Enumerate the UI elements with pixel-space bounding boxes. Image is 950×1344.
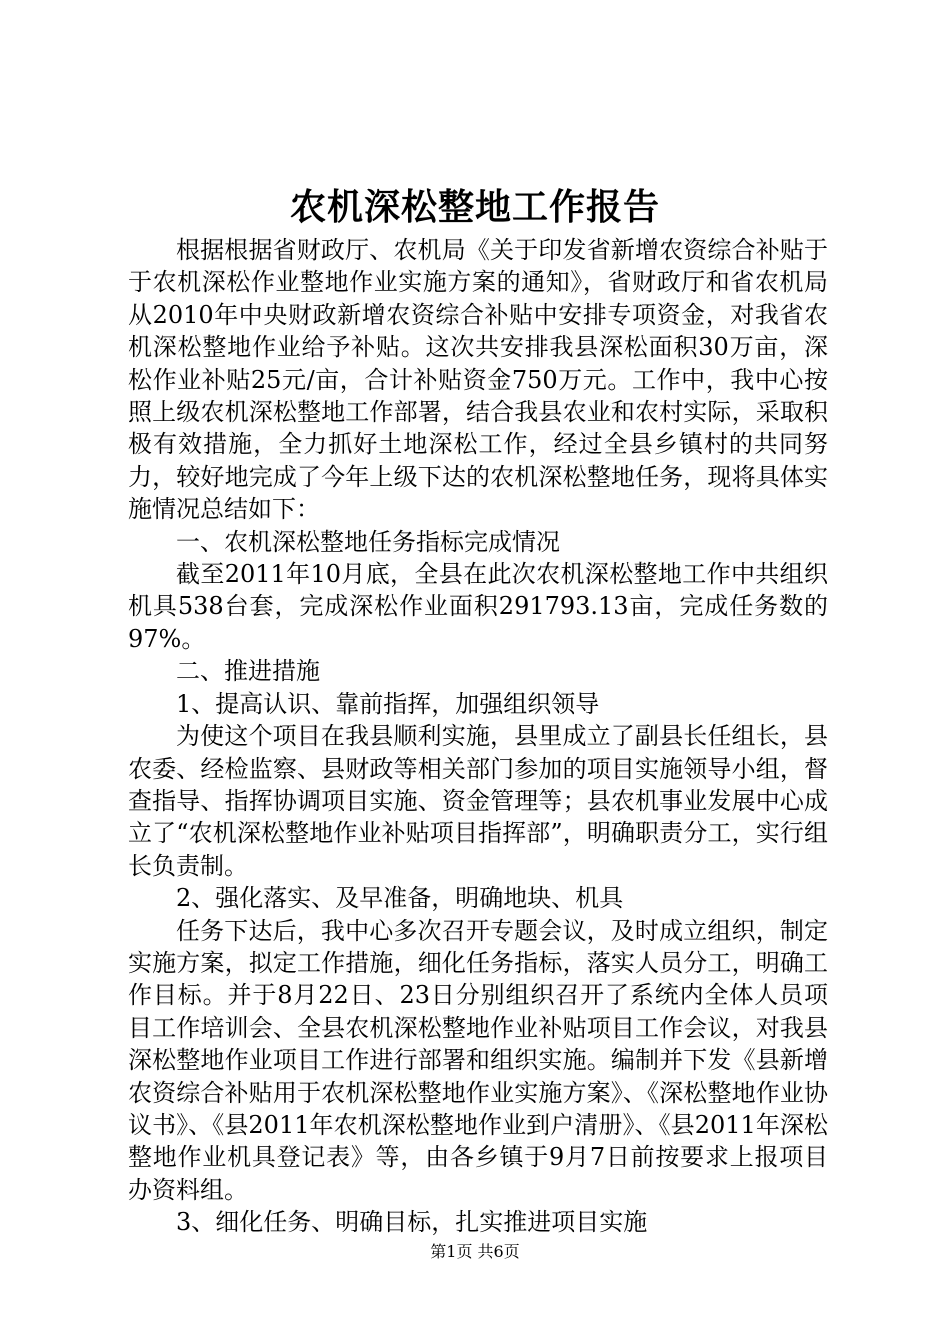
document-title: 农机深松整地工作报告 [289,186,660,228]
subheading-1: 1、提高认识、靠前指挥，加强组织领导 [176,689,600,718]
paragraph-preparation: 任务下达后，我中心多次召开专题会议，及时成立组织，制定实施方案，拟定工作措施，细化任务指标，落实人员分工，明确工作目标。并于8月22日、23日分别组织召开了系统内全体人员项目工作培训会、全县农机深松整地作业补贴项目工作会议，对我县深松整地作业项目工作进行部署和组织实施。编制并下发《县新增农资综合补贴用于农机深松整地作业实施方案》、《深松整地作业协议书》、《县2011年农机深松整地作业到户清册》、《县2011年深松整地作业机具登记表》等，由各乡镇于9月7日前按要求上报项目办资料组。 [128,916,828,1204]
paragraph-intro: 根据根据省财政厅、农机局《关于印发省新增农资综合补贴于于农机深松作业整地作业实施方案的通知》，省财政厅和省农机局从2010年中央财政新增农资综合补贴中安排专项资金，对我省农机深松整地作业给予补贴。这次共安排我县深松面积30万亩，深松作业补贴25元/亩，合计补贴资金750万元。工作中，我中心按照上级农机深松整地工作部署，结合我县农业和农村实际，采取积极有效措施，全力抓好土地深松工作，经过全县乡镇村的共同努力，较好地完成了今年上级下达的农机深松整地任务，现将具体实施情况总结如下： [128,236,828,524]
page-footer: 第1页 共6页 [430,1242,520,1261]
paragraph-leadership: 为使这个项目在我县顺利实施，县里成立了副县长任组长，县农委、经检监察、县财政等相关部门参加的项目实施领导小组，督查指导、指挥协调项目实施、资金管理等；县农机事业发展中心成立了“农机深松整地作业补贴项目指挥部”，明确职责分工，实行组长负责制。 [128,722,828,880]
paragraph-completion: 截至2011年10月底，全县在此次农机深松整地工作中共组织机具538台套，完成深松作业面积291793.13亩，完成任务数的97%。 [128,560,828,653]
subheading-2: 2、强化落实、及早准备，明确地块、机具 [176,884,624,913]
section-heading-2: 二、推进措施 [176,657,320,686]
subheading-3: 3、细化任务、明确目标，扎实推进项目实施 [176,1208,648,1237]
section-heading-1: 一、农机深松整地任务指标完成情况 [176,527,560,556]
document-body [128,234,828,1239]
